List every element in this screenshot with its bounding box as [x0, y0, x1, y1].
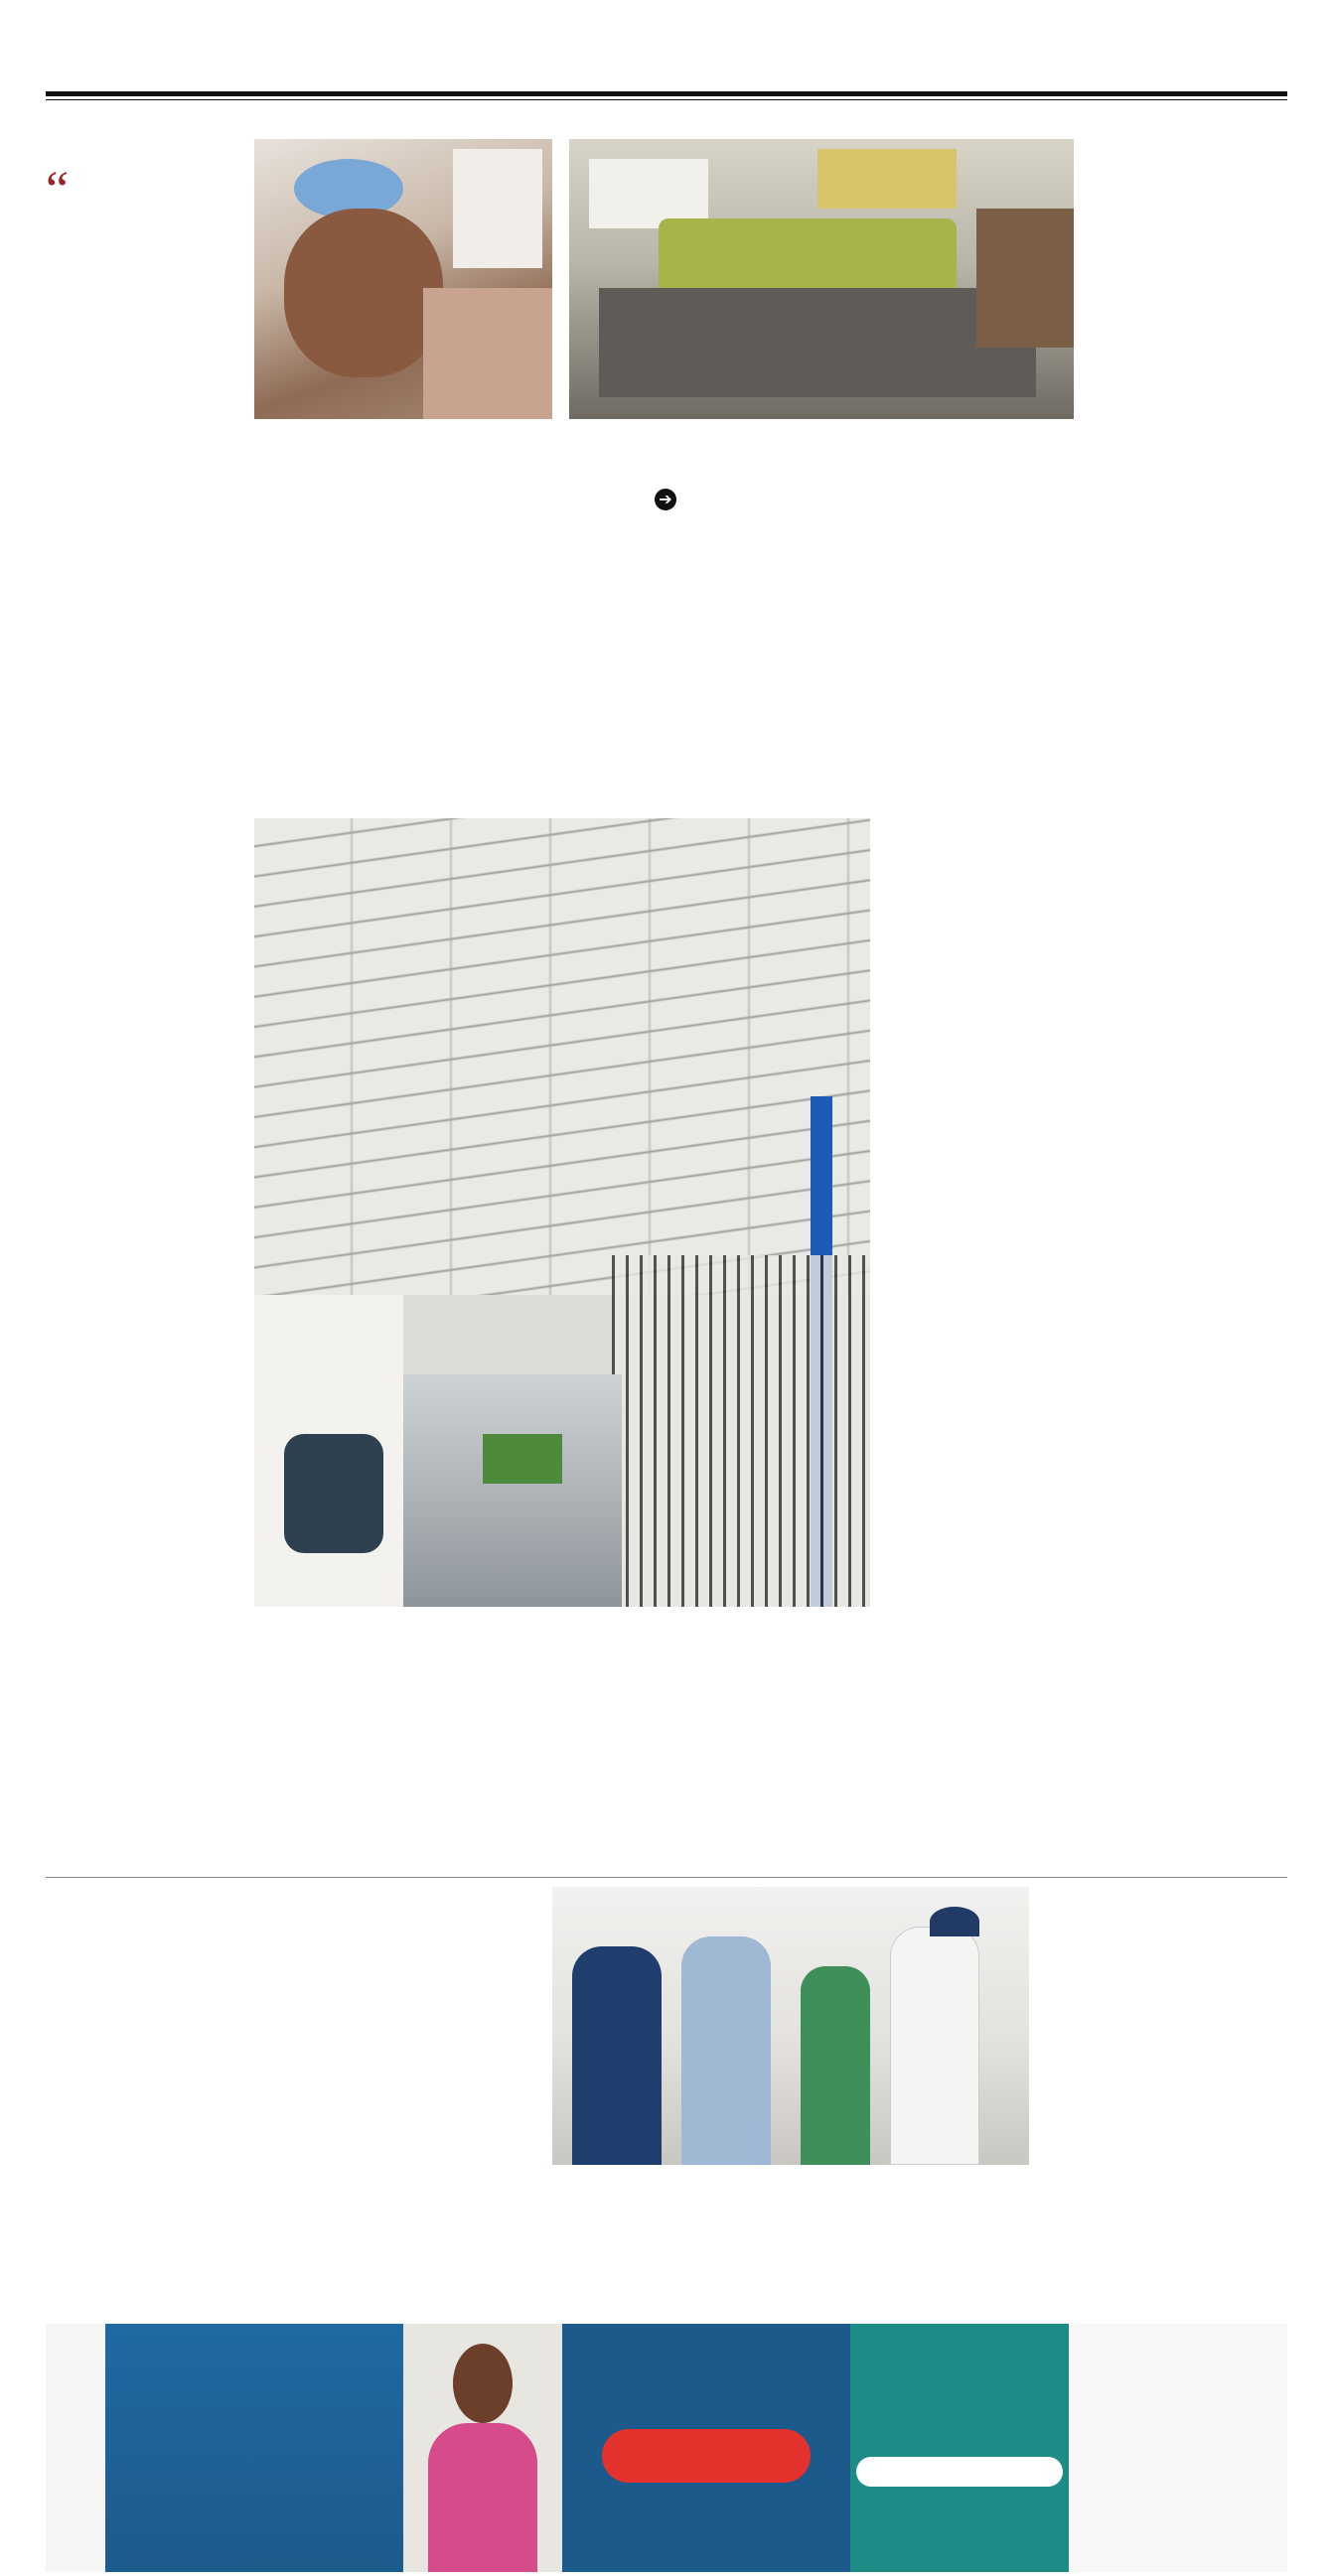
arrow-right-icon: ➔ — [655, 489, 676, 510]
article-column-1 — [46, 162, 240, 218]
ad-amount — [602, 2429, 811, 2483]
advertisement[interactable] — [46, 2324, 1287, 2572]
ad-woman-figure — [423, 2344, 542, 2572]
quote-mark: “ — [46, 162, 70, 218]
header-rule-thin — [46, 99, 1287, 100]
second-rule — [46, 1877, 1287, 1878]
ad-url[interactable] — [856, 2457, 1063, 2487]
deck — [268, 483, 1063, 513]
photo-mayor-visit — [552, 1887, 1029, 2165]
article-column-5 — [1095, 139, 1287, 153]
photo-returned-items — [569, 139, 1074, 419]
photo-injured-man — [254, 139, 552, 419]
header-rule — [46, 91, 1287, 96]
photo-church-terrace — [254, 818, 870, 1607]
article-column-b1 — [254, 1645, 449, 1648]
